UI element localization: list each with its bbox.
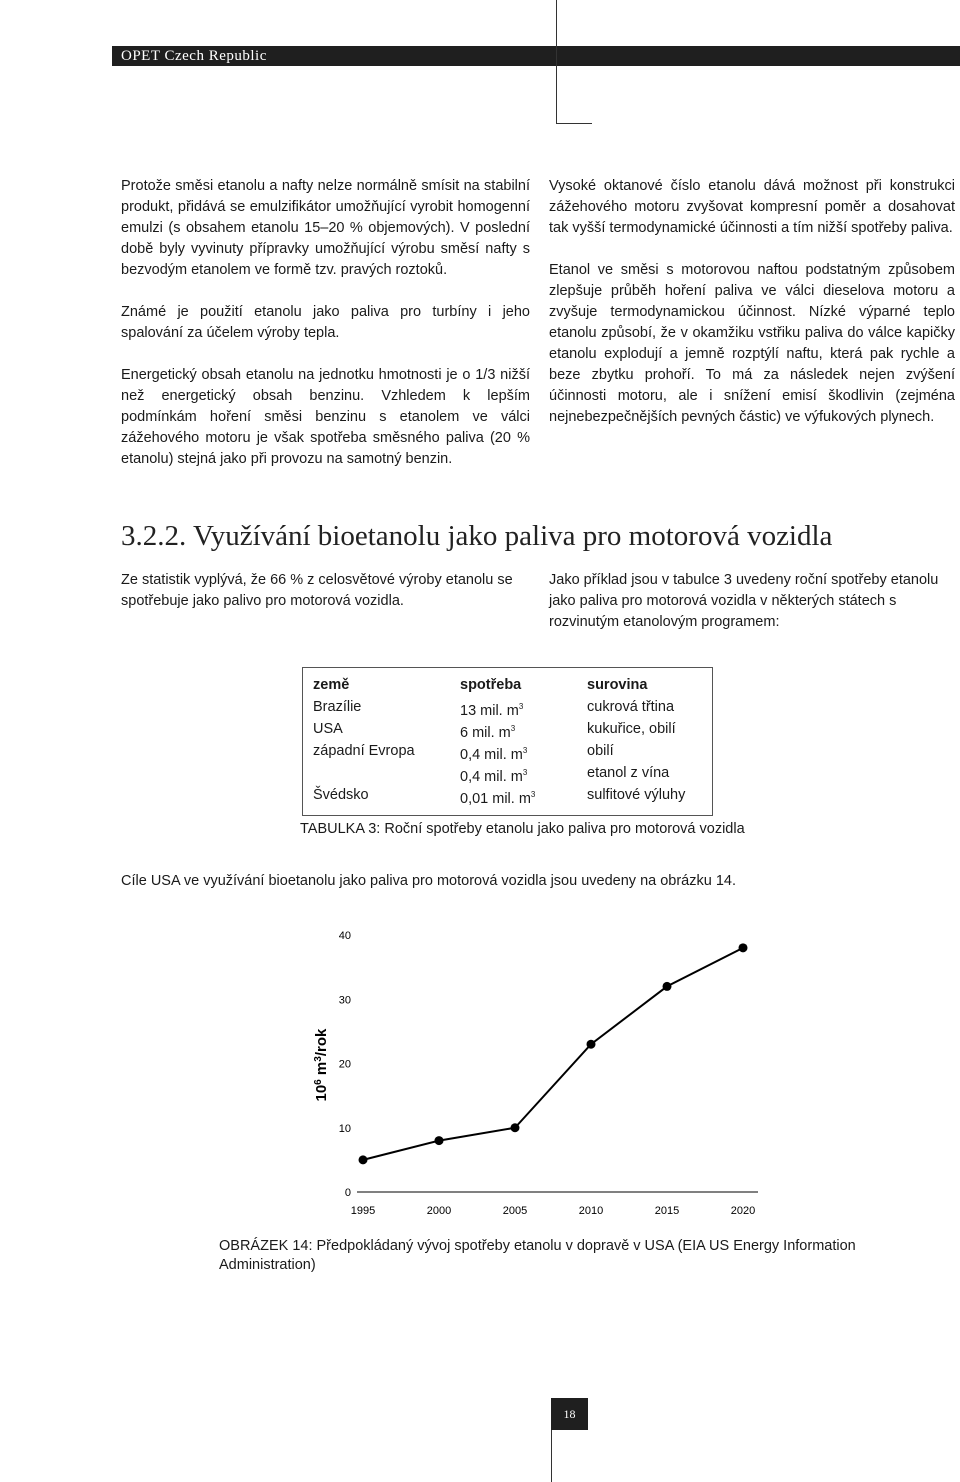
data-point (435, 1136, 444, 1145)
paragraph: Ze statistik vyplývá, že 66 % z celosvětové výroby etanolu se spotřebuje jako palivo pro motorová vozidla. (121, 572, 513, 609)
consumption-table (302, 667, 713, 816)
table-cell: sulfitové výluhy (587, 787, 686, 803)
table-cell: 0,4 mil. $m^3$ (460, 746, 528, 763)
y-tick-label: 40 (338, 930, 351, 942)
left-column (121, 176, 530, 470)
table-row (303, 718, 712, 740)
table-caption: TABULKA 3: Roční spotřeby etanolu jako paliva pro motorová vozidla (300, 821, 745, 837)
paragraph: Známé je použití etanolu jako paliva pro turbíny i jeho spalování za účelem výroby tepla. (121, 304, 530, 341)
data-point (359, 1155, 368, 1164)
paragraph: Jako příklad jsou v tabulce 3 uvedeny roční spotřeby etanolu jako paliva pro motorová vozidla v některých státech s rozvinutým etanolovým programem: (549, 572, 939, 630)
table-cell: obilí (587, 743, 614, 759)
decorative-rule-vertical (556, 0, 557, 124)
table-header-cell: surovina (587, 677, 648, 693)
table-cell: 0,4 mil. $m^3$ (460, 768, 528, 785)
table-row (303, 762, 712, 784)
table-cell: kukuřice, obilí (587, 721, 676, 737)
table-cell: USA (313, 721, 343, 737)
x-tick-label: 1995 (350, 1205, 376, 1217)
table-row (303, 740, 712, 762)
paragraph: Protože směsi etanolu a nafty nelze normálně smísit na stabilní produkt, přidává se emulzifikátor umožňující vyrobit homogenní emulzi (s obsahem etanolu 15–20 % objemových). V poslední době byly vyvinuty přípravky umožňující výrobu směsí nafty s bezvodým etanolem ve formě tzv. pravých roztoků. (121, 178, 530, 278)
decorative-rule-vertical (551, 1430, 552, 1482)
decorative-rule-horizontal (556, 123, 592, 124)
data-point (739, 943, 748, 952)
x-tick-labels (351, 1205, 755, 1217)
y-tick-label: 30 (338, 994, 351, 1007)
table-cell: cukrová třtina (587, 699, 675, 715)
data-point (511, 1123, 520, 1132)
x-tick-label: 2015 (654, 1205, 680, 1217)
data-point (663, 982, 672, 991)
x-tick-label: 2000 (426, 1205, 452, 1217)
x-tick-label: 2020 (730, 1205, 756, 1217)
ethanol-consumption-chart (298, 920, 778, 1220)
section-heading: 3.2.2. Využívání bioetanolu jako paliva pro motorová vozidla (121, 520, 833, 552)
table-row (303, 784, 712, 806)
header-title: OPET Czech Republic (121, 48, 267, 64)
intro-right (549, 570, 955, 633)
y-axis-label: $10^6$ $m^3$/rok (312, 1028, 330, 1102)
table-row (303, 696, 712, 718)
table-cell: 0,01 mil. $m^3$ (460, 790, 536, 807)
table-header-cell: spotřeba (460, 677, 522, 693)
data-points (359, 943, 748, 1164)
paragraph: Vysoké oktanové číslo etanolu dává možnost při konstrukci zážehového motoru zvyšovat kompresní poměr a dosahovat tak vyšší termodynamické účinnosti a tím nižší spotřeby paliva. (549, 178, 955, 236)
table-cell: západní Evropa (313, 743, 415, 759)
paragraph: Etanol ve směsi s motorovou naftou podstatným způsobem zlepšuje průběh hoření paliva ve válci dieselova motoru a zvyšuje termodynamickou účinnost. Nízké výparné teplo etanolu způsobí, že v okamžiku vstřiku paliva do válce kapičky etanolu explodují a jemně rozptýlí naftu, která pak rychle a beze zbytku prohoří. To má za následek nejen zvýšení účinnosti motoru, ale i snížení emisí škodlivin (zejména nejnebezpečnějších pevných částic) ve výfukových plynech. (549, 262, 955, 425)
table-cell: 13 mil. $m^3$ (460, 702, 524, 719)
table-header-cell: země (313, 677, 350, 693)
y-tick-label: 0 (344, 1187, 351, 1199)
series-line (363, 948, 743, 1160)
x-tick-label: 2010 (578, 1205, 604, 1217)
intro-left (121, 570, 533, 612)
chart-reference-text: Cíle USA ve využívání bioetanolu jako paliva pro motorová vozidla jsou uvedeny na obrázku 14. (121, 873, 736, 889)
table-cell: etanol z vína (587, 765, 670, 781)
x-tick-label: 2005 (502, 1205, 528, 1217)
table-cell: 6 mil. $m^3$ (460, 724, 516, 741)
figure-caption: OBRÁZEK 14: Předpokládaný vývoj spotřeby etanolu v dopravě v USA (EIA US Energy Information Administration) (219, 1238, 856, 1273)
data-point (587, 1040, 596, 1049)
table-header-row (303, 674, 712, 696)
y-tick-label: 20 (338, 1058, 351, 1071)
y-tick-label: 10 (338, 1122, 351, 1135)
table-cell: Švédsko (313, 787, 369, 803)
right-column (549, 176, 955, 428)
table-cell: Brazílie (313, 699, 362, 715)
y-tick-labels (339, 930, 351, 1199)
paragraph: Energetický obsah etanolu na jednotku hmotnosti je o 1/3 nižší než energetický obsah benzinu. Vzhledem k lepším podmínkám hoření směsi benzinu s etanolem ve válci zážehového motoru je však spotřeba směsného paliva (20 % etanolu) stejná jako při provozu na samotný benzin. (121, 367, 530, 467)
page-number: 18 (563, 1407, 576, 1421)
